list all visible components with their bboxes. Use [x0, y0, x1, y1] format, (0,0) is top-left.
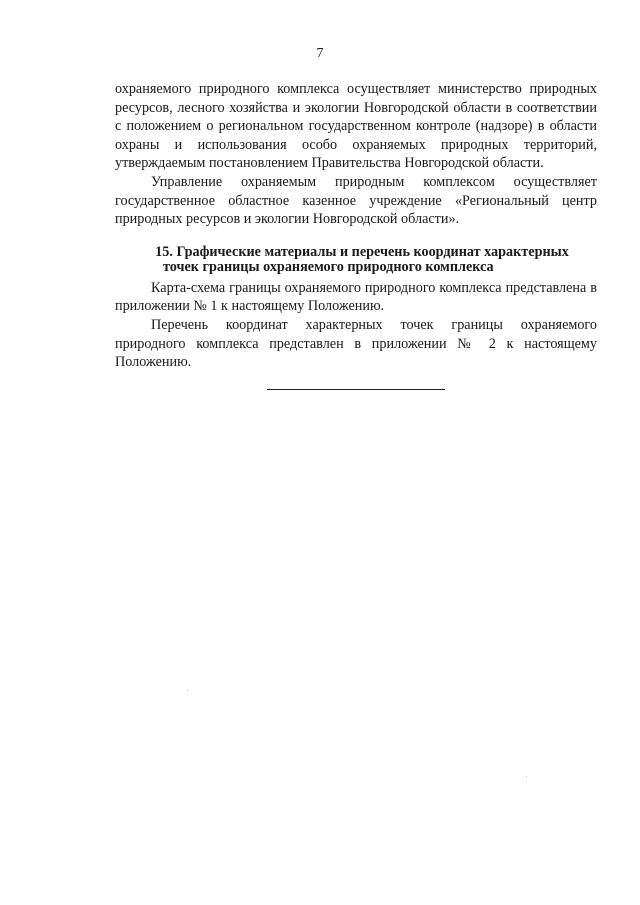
section-heading-line-2: точек границы охраняемого природного комплекса: [163, 258, 494, 275]
section-heading-line-1: 15. Графические материалы и перечень координат характерных: [155, 243, 569, 260]
paragraph-management: Управление охраняемым природным комплексом осуществляет государственное областное казенное учреждение «Региональный центр природных ресурсов и экологии Новгородской области».: [115, 173, 597, 228]
scan-speck: [187, 690, 188, 691]
section-heading: [115, 245, 597, 275]
end-divider-line: [267, 389, 445, 390]
document-body: [115, 80, 597, 372]
paragraph-coordinates-list: Перечень координат характерных точек границы охраняемого природного комплекса представлен в приложении № 2 к настоящему Положению.: [115, 316, 597, 371]
paragraph-supervision: охраняемого природного комплекса осуществляет министерство природных ресурсов, лесного хозяйства и экологии Новгородской области в соответствии с положением о региональном государственном контроле (надзоре) в области охраны и использования особо охраняемых природных территорий, утверждаемым постановлением Правительства Новгородской области.: [115, 81, 597, 172]
page-number: 7: [316, 46, 324, 61]
scan-speck: [526, 776, 527, 777]
paragraph-map-scheme: Карта-схема границы охраняемого природного комплекса представлена в приложении № 1 к настоящему Положению.: [115, 279, 597, 315]
